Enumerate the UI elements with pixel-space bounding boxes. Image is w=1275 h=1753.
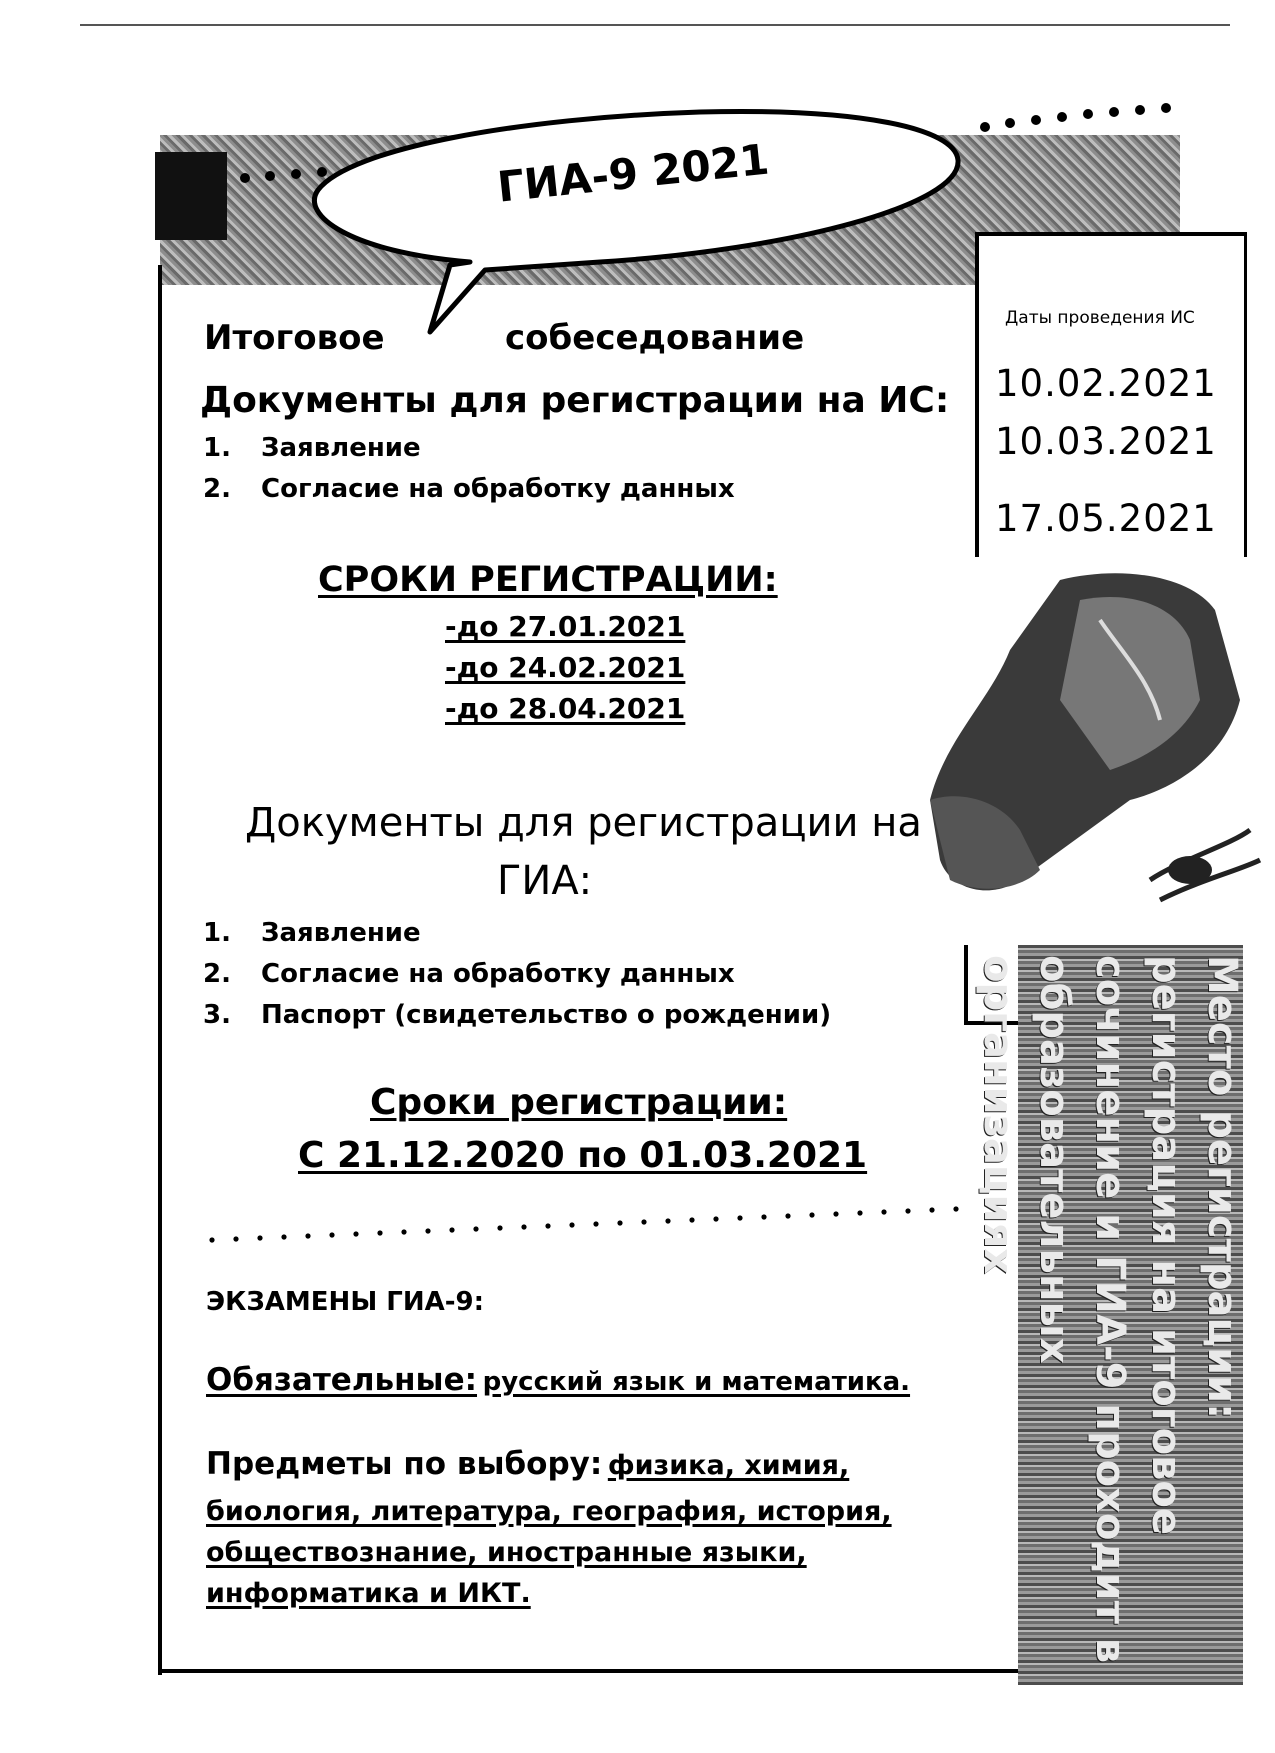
is-date-2: 10.03.2021 xyxy=(995,420,1217,463)
gia-docs-title-line2: ГИА: xyxy=(497,858,593,904)
gia-doc-item: 3. Паспорт (свидетельство о рождении) xyxy=(203,1000,832,1030)
exams-elective-line4: информатика и ИКТ. xyxy=(206,1578,531,1609)
gia-doc-item: 2. Согласие на обработку данных xyxy=(203,959,735,989)
gia-deadlines-range: С 21.12.2020 по 01.03.2021 xyxy=(298,1135,868,1176)
dates-box-title: Даты проведения ИС xyxy=(1005,308,1195,328)
frame-left-border xyxy=(158,265,162,1675)
is-date-3: 17.05.2021 xyxy=(995,497,1217,540)
is-deadlines-title: СРОКИ РЕГИСТРАЦИИ: xyxy=(318,560,778,600)
gia-deadlines-title: Сроки регистрации: xyxy=(370,1082,788,1123)
side-note-container xyxy=(975,945,1245,1685)
diploma-scroll-illustration xyxy=(930,573,1260,900)
exams-mandatory: Обязательные: русский язык и математика. xyxy=(206,1362,911,1398)
gia-docs-title-line1: Документы для регистрации на xyxy=(245,800,922,846)
exams-title: ЭКЗАМЕНЫ ГИА-9: xyxy=(206,1287,485,1317)
is-doc-item: 2. Согласие на обработку данных xyxy=(203,474,735,504)
is-label-left: Итоговое xyxy=(204,318,385,358)
exams-elective-line2: биология, литература, география, история, xyxy=(206,1496,892,1527)
side-note: Место регистрации: регистрация на итоговое сочинение и ГИА-9 проходит в образовательных организациях xyxy=(975,955,1245,1664)
exams-elective: Предметы по выбору: физика, химия, xyxy=(206,1446,850,1482)
is-docs-title: Документы для регистрации на ИС: xyxy=(200,380,950,421)
is-deadline-2: -до 24.02.2021 xyxy=(445,651,686,684)
is-deadline-3: -до 28.04.2021 xyxy=(445,692,686,725)
gia-doc-item: 1. Заявление xyxy=(203,918,421,948)
is-doc-item: 1. Заявление xyxy=(203,433,421,463)
is-date-1: 10.02.2021 xyxy=(995,362,1217,405)
banner-title: ГИА-9 2021 xyxy=(495,134,772,212)
exams-elective-line3: обществознание, иностранные языки, xyxy=(206,1537,807,1568)
frame-bottom-border xyxy=(158,1669,1036,1673)
is-label-right: собеседование xyxy=(505,318,805,358)
is-deadline-1: -до 27.01.2021 xyxy=(445,610,686,643)
